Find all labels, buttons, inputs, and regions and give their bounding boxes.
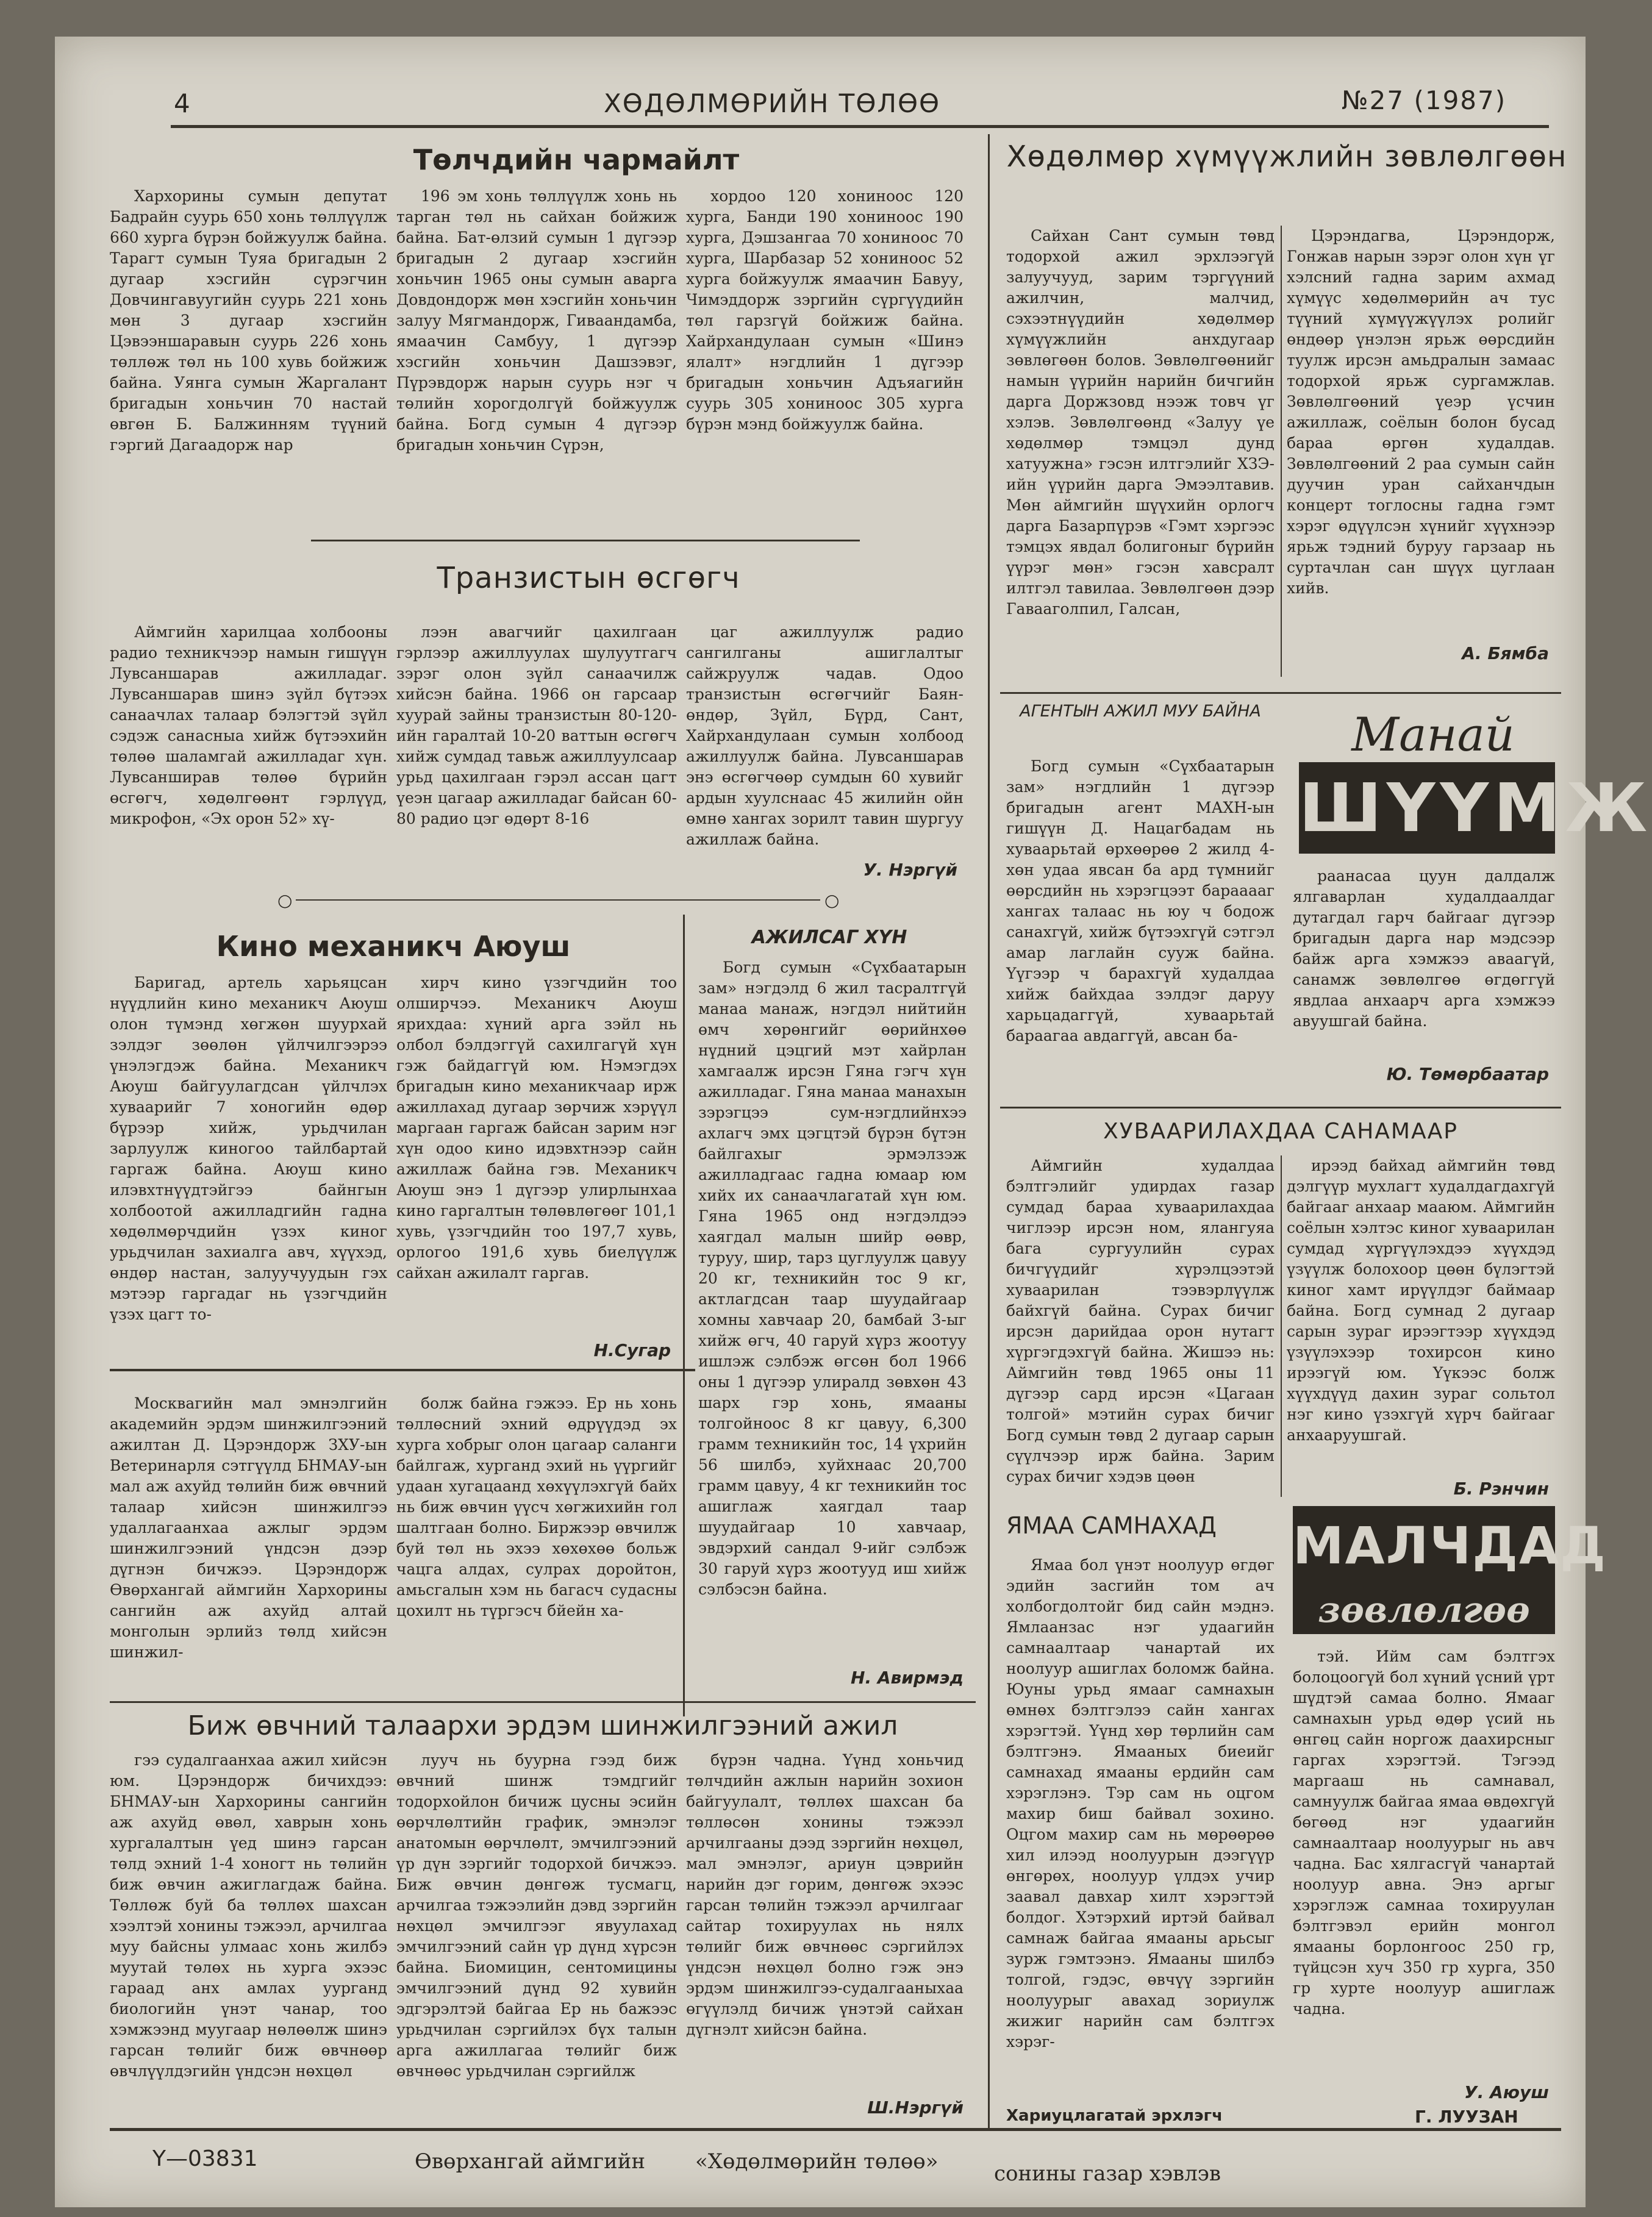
newspaper-title: ХӨДӨЛМӨРИЙН ТӨЛӨӨ [604, 88, 941, 118]
column-rule [1281, 1155, 1282, 1497]
print-code: Ү—03831 [152, 2146, 258, 2171]
article-tolchid-col1: Хархорины сумын депутат Бадрайн суурь 650 хонь төллүүлж 660 хурга бүрэн бойжуулж байна. Тарагт сумын Туяа бригадын 2 дугаар хэсгийн сүрэгчин Довчингавуугийн суурь 221 хонь мөн 3 дугаар хэсгийн Цэвээншаравын суурь 226 хонь төллөж төл нь 100 хувь бойжиж байна. Уянга сумын Жаргалант бригадын хоньчин 70 настай өвгөн Б. Балжинням түүний гэргий Дагаадорж нар [110, 187, 387, 454]
article-agent-text: Богд сумын «Сүхбаатарын зам» нэгдлийн 1 дүгээр бригадын агент МАХН-ын гишүүн Д. Нацагбадам нь хуваарьтай өрхөөрөө 2 жилд 4-хөн удаа явсан ба ард түмнийг өөрсдийн нь хэрэгцээт барааааг хангах талаас нь юу ч бодож санахгүй, хийж бүтээхгүй сэтгэл амар лаглайн сууж байна. Үүгээр ч барахгүй худалдаа хийж байхдаа зэлдэг даруу харьцадаггүй, хуваарьтай бараагаа авдаггүй, авсан ба- [1006, 757, 1275, 1044]
article-title-biozh: Биж өвчний талаархи эрдэм шинжилгээний ажил [187, 1710, 898, 1741]
article-transistor-col2: лээн авагчийг цахилгаан гэрлээр ажиллуулах шулуутгагч зэрэг олон зүйл санаачилж хийсэн байна. 1966 он гарсаар хуурай зайны транзистын 80-120-ийн гаралтай 10-20 ваттын өсгөгч хийж сумдад тавьж ажиллуулсаар урьд цахилгаан гэрэл ассан цагт үеэн цагаар ажилладаг байсан 60-80 радио цэг өдөрт 8-16 [396, 623, 677, 827]
article-kino-col1: Баригад, артель харьяцсан нүүдлийн кино механикч Аюуш олон түмэнд хөгжөн шуурхай зэлдэг зөөлөн үйлчилгээрээ үнэлэгдэж байна. Механикч Аюуш байгуулагдсан үйлчлэх хуваарийг 7 хоногийн өдөр бүрээр хийж, урьдчилан зарлуулж киногоо тайлбартай гаргаж байна. Аюуш кино илэвхтнүүдтэйгээ байнгын холбоотой ажилладгийн гадна хөдөлмөрчдийн үзэх киног урьдчилан захиалга авч, хүүхэд, өндөр настан, залуучуудын гэх мэтээр гаргадаг нь үзэгчдийн үзэх цагт то- [110, 974, 387, 1323]
signature-nergui-2: Ш.Нэргүй [867, 2097, 964, 2118]
article-kino-col2: хирч кино үзэгчдийн тоо олширчээ. Механикч Аюуш ярихдаа: хүний арга зэйл нь олбол бэлдэггүй сахилгагүй хүн гэж байдаггүй юм. Нэмэгдэх бригадын кино механикчаар ирж ажиллахад дугаар зөрчиж хэрүүл маргаан гаргаж байсан зарим нэг хүн одоо кино идэвхтнээр сайн ажиллаж байна гэв. Механикч Аюуш энэ 1 дүгээр улирлынхаа кино гаргалтын төлөвлөгөөг 101,1 хувь, үзэгчдийн тоо 197,7 хувь, орлогоо 191,6 хувь биелүүлж сайхан ажилалт гаргав. [396, 974, 677, 1282]
header-rule [171, 125, 1549, 128]
article-huvaarilah-col1: Аймгийн худалдаа бэлтгэлийг удирдах газар сумдад бараа хуваарилахдаа чиглээр ирсэн ном, ялангуяа бага сургуулийн сурах бичгүүдийг хүрэлцээтэй хуваарилан тээвэрлүүлж байхгүй байна. Сурах бичиг ирсэн дарийдаа орон нутагт хүргэгдэхгүй байна. Жишээ нь: Аймгийн төвд 1965 оны 11 дүгээр сард ирсэн «Цагаан толгой» мэтийн сурах бичиг Богд сумын төвд 2 дугаар сарын сүүлчээр ирж байна. Зарим сурах бичиг хэдэв цөөн [1006, 1157, 1275, 1485]
article-hudulmur-col1: Сайхан Сант сумын төвд тодорхой ажил эрхлээгүй залуучууд, зарим тэргүүний ажилчин, малчид, сэхээтнүүдийн хөдөлмөр хүмүүжлийн анхдугаар зөвлөгөөн болов. Зөвлөлгөөнийг намын үүрийн нарийн бичгийн дарга Доржзовд нээж товч үг хэлэв. Зөвлөлгөөнд «Залуу үе хөдөлмөр тэмцэл дунд хатуужна» гэсэн илтгэлийг ХЗЭ-ийн үүрийн дарга Эмээлтавив. Мөн аймгийн шүүхийн орлогч дарга Базарпүрэв «Гэмт хэргээс тэмцэх явдал болигоныг бүрийн үүрэг мөн» гэсэн хавсралт илтгэл тавилаа. Зөвлөлгөөн дээр Гавааголпил, Галсан, [1006, 227, 1275, 618]
divider [296, 899, 820, 901]
signature-avirmed: Н. Авирмэд [851, 1668, 964, 1688]
footer-rule [110, 2128, 1561, 2131]
signature-sugar: Н.Сугар [593, 1340, 671, 1360]
article-transistor-col3: цаг ажиллуулж радио сангилганы ашиглалтыг сайжруулж чадав. Одоо транзистын өсгөгчийг Баян-өндөр, Зүйл, Бүрд, Сант, Хайрхандулаан сумын холбоод ажиллуулж байна. Лувсаншарав энэ өсгөгчөөр сумдын 60 хувийг ардын хуулснаас 45 жилийн ойн өмнө хангах зорилт тавин шургуу ажиллаж байна. [686, 623, 964, 848]
article-yamaa-col1: Ямаа бол үнэт ноолуур өгдөг эдийн засгийн том ач холбогдолтойг бид сайн мэднэ. Ямлаанзас нэг удаагийн самнаалтаар чанартай их ноолуур ашиглах боломж байна. Юуны урьд ямааг самнахын өмнөх бэлтгэлээ сайн хангах хэрэгтэй. Үүнд хөр төрлийн сам бэлтгэнэ. Ямааных биеийг самнахад ямааны ердийн сам хэрэглэнэ. Тэр сам нь оцгом махир биш байвал зохино. Оцгом махир сам нь мөрөөрөө хил илээд ноолуурын дээгүүр өнгөрөх, ноолуур үлдэх учир заавал давхар хилт хэрэгтэй болдог. Хэтэрхий иртэй байвал самнаж байгаа ямааны арьсыг зурж гэмтээнэ. Ямааны шилбэ толгой, гэдэс, өвчүү зэргийн ноолуурыг авахад зориулж жижиг нарийн сам бэлтгэх хэрэг- [1006, 1556, 1275, 2051]
signature-nergui: У. Нэргүй [863, 860, 957, 880]
article-title-agent: АГЕНТЫН АЖИЛ МУУ БАЙНА [1020, 702, 1261, 721]
column-rule [1281, 226, 1282, 677]
footer-paper: «Хөдөлмөрийн төлөө» [695, 2149, 939, 2174]
article-biozh-col1: гээ судалгаанхаа ажил хийсэн юм. Цэрэндорж бичихдээ: БНМАУ-ын Хархорины сангийн аж ахуйд өвөл, хаврын хонь хургалалтын үед шинэ гарсан төлд эхний 1-4 хоногт нь төлийн биж өвчин ажиглагдаж байна. Төллөж буй ба төллөх шахсан хээлтэй хонины тэжээл, арчилгаа муу байсны улмаас хонь жилбэ муутай төлөх нь хурга эхээс гараад анх амлах уурганд биологийн үнэт чанар, тоо хэмжээнд муугаар нөлөөлж шинэ гарсан төлийг биж өвчнөөр өвчлүүлдэгийн үндсэн нөхцөл [110, 1751, 387, 2080]
article-biozh-intro-col2: болж байна гэжээ. Ер нь хонь төллөсний эхний өдрүүдэд эх хурга хобрыг олон цагаар саланги байлгаж, хурганд эхий нь үүргийг удаан хугацаанд хөхүүлэхгүй байх нь биж өвчин үүсч хөгжихийн гол шалтгаан болно. Биржээр өвчилж буй төл нь эхээ хөхөхөө больж чацга алдах, сулрах доройтон, амьсгалын хэм нь багасч судасны цохилт нь түргэсч бйейн ха- [396, 1394, 677, 1619]
article-title-ajilsag: АЖИЛСАГ ХҮН [751, 927, 907, 948]
article-title-kino: Кино механикч Аюуш [216, 930, 571, 963]
signature-ayuush: У. Аюуш [1464, 2082, 1549, 2102]
issue-number: №27 (1987) [1342, 85, 1507, 115]
editor-name: Г. ЛУУЗАН [1415, 2107, 1518, 2127]
article-huvaarilah-col2: ирээд байхад аймгийн төвд дэлгүүр мухлагт худалдагдахгүй байгааг анхаар мааюм. Аймгийн соёлын хэлтэс киног хуваарилан сумдад хүргүүлэхдээ хүүхдэд үзүүлж болохоор цөөн бүлэгтэй киног хамт ирүүлдэг баймаар байна. Богд сумнад 2 дугаар сарын зураг ирээгтээр хүүхдэд үзүүлэхээр тохирсон кино ирээгүй юм. Үүкээс болж хүүхдүүд дахин зураг сольтол нэг кино үзэхгүй хүрч байгааг анхааруушгай. [1287, 1157, 1555, 1444]
article-biozh-col3: бүрэн чадна. Үүнд хоньчид төлчдийн ажлын нарийн зохион байгуулалт, төллөх шахсан ба төллөсөн хонины тэжээл арчилгааны дээд зэргийн нөхцөл, мал эмнэлэг, ариун цэврийн нарийн дэг горим, дөнгөж эхээс гарсан төлийн тэжээл арчилгааг сайтар тохируулах нь нялх төлийг биж өвчнөөс сэргийлэх үндсэн нөхцөл болно гэж энэ эрдэм шинжилгээ-судалгааныхаа өгүүлэлд бичиж үнэтэй сайхан дүгнэлт хийсэн байна. [686, 1751, 964, 2038]
article-biozh-col2: лууч нь буурна гээд биж өвчний шинж тэмдгийг тодорхойлон бичиж цусны эсийн өөрчлөлтийн график, эмнэлэг анатомын өөрчлөлт, эмчилгээний үр дүн зэргийг тодорхой бичжээ. Биж өвчин дөнгөж тусмагц, арчилгаа тэжээлийн дэвд зэргийн нөхцөл эмчилгээг явуулахад эмчилгээний сайн үр дүнд хүрсэн байна. Биомицин, сентомицины эмчилгээний дүнд 92 хувийн эдгэрэлтэй байгаа Ер нь бажээс урьдчилан сэргийлэх бүх талын арга ажиллагаа төлийг биж өвчнөөс урьдчилан сэргийлж [396, 1751, 677, 2080]
editor-label: Хариуцлагатай эрхлэгч [1006, 2107, 1223, 2125]
circle-ornament: ○ [824, 890, 840, 910]
divider [110, 1701, 976, 1703]
divider [1000, 1107, 1561, 1108]
article-title-hudulmur: Хөдөлмөр хүмүүжлийн зөвлөлгөөн [1006, 140, 1567, 174]
article-yamaa-col2: тэй. Ийм сам бэлтгэх болоцоогүй бол хүний үсний үрт шүдтэй самаа болно. Ямааг самнахын урьд өдөр үсий нь өнгөц сайн норгож даахирсныг гаргах хэрэгтэй. Тэгээд маргааш нь самнавал, самнуулж байгаа ямаа өвдөхгүй бөгөөд нэг удаагийн самнаалтаар ноолуурыг нь авч чадна. Бас хялгасгүй чанартай ноолуур авна. Энэ аргыг хэрэглэж самнаа тохируулан бэлтгэвэл ерийн монгол ямааны борлонгоос 250 гр, түйцсэн хуч 350 гр хурга, 350 гр хурте ноолуур ашиглаж чадна. [1293, 1648, 1555, 2018]
divider [1000, 692, 1561, 694]
signature-byamba: А. Бямба [1462, 643, 1549, 663]
footer-press: сонины газар хэвлэв [994, 2162, 1221, 2186]
article-tolchid-col3: хордоо 120 хониноос 120 хурга, Банди 190 хониноос 190 хурга, Дэшзангаа 70 хониноос 70 хурга, Шарбазар 52 хониноос 52 хурга бойжуулж ямаачин Бавуу, Чимэддорж зэргийн сүргүүдийн төл гарзгүй бойжиж байна. Хайрхандулаан сумын «Шинэ ялалт» нэгдлийн 1 дүгээр бригадын хоньчин Адъяагийн суурь 305 хониноос 305 хурга бүрэн мэнд бойжуулж байна. [686, 187, 964, 433]
page-number: 4 [174, 88, 191, 118]
article-tolchid-col2: 196 эм хонь төллүүлж хонь нь тарган төл нь сайхан бойжиж байна. Бат-өлзий сумын 1 дүгээр бригадын 2 дугаар хэсгийн хоньчин 1965 оны сумын аварга Довдондорж мөн хэсгийн хоньчин залуу Мягмандорж, Гиваандамба, ямаачин Самбуу, 1 дүгээр хэсгийн хоньчин Дашзэвэг, Пүрэвдорж нарын суурь нэг ч төлийн хорогдолгүй бойжуулж байна. Богд сумын 4 дүгээр бригадын хоньчин Сүрэн, [396, 187, 677, 454]
circle-ornament: ○ [277, 890, 293, 910]
column-rule [988, 134, 990, 2128]
newspaper-page [55, 37, 1652, 2207]
article-transistor-col1: Аймгийн харилцаа холбооны радио техникчээр намын гишүүн Лувсаншарав ажилладаг. Лувсаншарав шинэ зүйл бүтээх санаачлах талаар бэлэгтэй зүйл сэдэж санасныа хийж бүтээхийн төлөө шаламгай ажилладаг хүн. Лувсанширав төлөө бүрийн өсгөгч, хөдөлгөөнт гэрлүүд, микрофон, «Эх орон 52» хү- [110, 623, 387, 827]
article-title-transistor: Транзистын өсгөгч [437, 561, 740, 595]
banner-malchdad: МАЛЧДАД [1293, 1506, 1555, 1585]
article-hudulmur-col2: Цэрэндагва, Цэрэндорж, Гонжав нарын зэрэг олон хүн үг хэлсний гадна зарим ахмад хүмүүс хөдөлмөрийн ач тус түүний хүмүүжүүлэх ролийг өндөөр үнэлэн ярьж өөрсдийн туулж ирсэн амьдралын замаас тодорхой ярьж сургамжлав. Зөвлөлгөөний үеэр үсчин ажиллаж, соёлын болон бусад бараа өргөн худалдав. Зөвлөлгөөний 2 раа сумын сайн дуучин уран сайханчдын концерт тоглосны гадна гэмт хэрэг өдүүлсэн хүнийг хүүхнээр ярьж тэдний буруу гарзаар нь суртачлан сан шүүх цуглаан хийв. [1287, 227, 1555, 597]
article-biozh-intro-col1: Москвагийн мал эмнэлгийн академийн эрдэм шинжилгээний ажилтан Д. Цэрэндорж ЗХУ-ын Ветеринарля сэтгүүлд БНМАУ-ын мал аж ахуйд төлийн биж өвчний талаар хийсэн шинжилгээ удаллагаанхаа ажлыг эрдэм шинжилгээний үндсэн дээр дүгнэн бичжээ. Цэрэндорж Өвөрхангай аймгийн Хархорины сангийн аж ахуйд алтай монголын эрлийз төлд хийсэн шинжил- [110, 1394, 387, 1661]
banner-manai: Манай [1351, 707, 1515, 762]
divider [311, 540, 860, 541]
banner-zuvlulguu: зөвлөлгөө [1293, 1585, 1555, 1634]
article-ajilsag-text: Богд сумын «Сүхбаатарын зам» нэгдэлд 6 жил тасралтгүй манаа манаж, нэгдэл нийтийн өмч хөрөнгийг өөрийнхөө нүдний цэцгий мэт хайрлан хамгаалж ирсэн Гяна гэгч хүн ажилладаг. Гяна манаа манахын зэрэгцээ сум-нэгдлийнхээ ахлагч эмх цэгцтэй бүрэн бүтэн байлгахыг эрмэлзэж ажилладгаас гадна юмаар юм хийх их санаачлагатай хүн юм. Гяна 1965 онд нэгдэлдээ хаягдал малын шийр өөвр, туруу, шир, тарз цуглуулж цавуу 20 кг, техникийн тос 9 кг, актлагдсан таар шуудайгаар хомны хавчаар 20, бамбай 3-ыг хийж өгч, 40 гаруй хүрз жоотуу ишлэж сэлбэж өгсөн бол 1966 оны 1 дүгээр улиралд зөвхөн 43 шарх гэр хонь, ямааны толгойноос 8 кг цавуу, 6,300 грамм техникийн тос, 14 үхрийн 56 шилбэ, хуйхнаас 20,700 грамм цавуу, 4 кг техникийн тос ашиглаж хаягдал таар шуудайгаар 10 хавчаар, эвдэрхий сандал 9-ийг сэлбэж 30 гаруй хүрз жоотууд иш хийж сэлбэсэн байна. [698, 959, 967, 1598]
article-shuumzh-text: раанасаа цуун далдалж ялгаварлан худалдаалдаг дутагдал гарч байгааг дүгээр бригадын дарга нар мэдсээр байж арга хэмжээ аваагүй, санамж зөвлөлгөө өгдөггүй явдлаа анхаарч арга хэмжээ авуушгай байна. [1293, 867, 1555, 1030]
footer-province: Өвөрхангай аймгийн [415, 2149, 646, 2174]
signature-tumurbaatar: Ю. Төмөрбаатар [1386, 1064, 1549, 1084]
article-title-huvaarilah: ХУВААРИЛАХДАА САНАМААР [1103, 1119, 1458, 1144]
signature-renchin: Б. Рэнчин [1453, 1479, 1549, 1499]
article-title-yamaa: ЯМАА САМНАХАД [1006, 1512, 1217, 1539]
article-title-tolchid: Төлчдийн чармайлт [413, 143, 740, 176]
banner-shuumzh: ШҮҮМЖ [1299, 762, 1555, 854]
divider [110, 1369, 695, 1371]
